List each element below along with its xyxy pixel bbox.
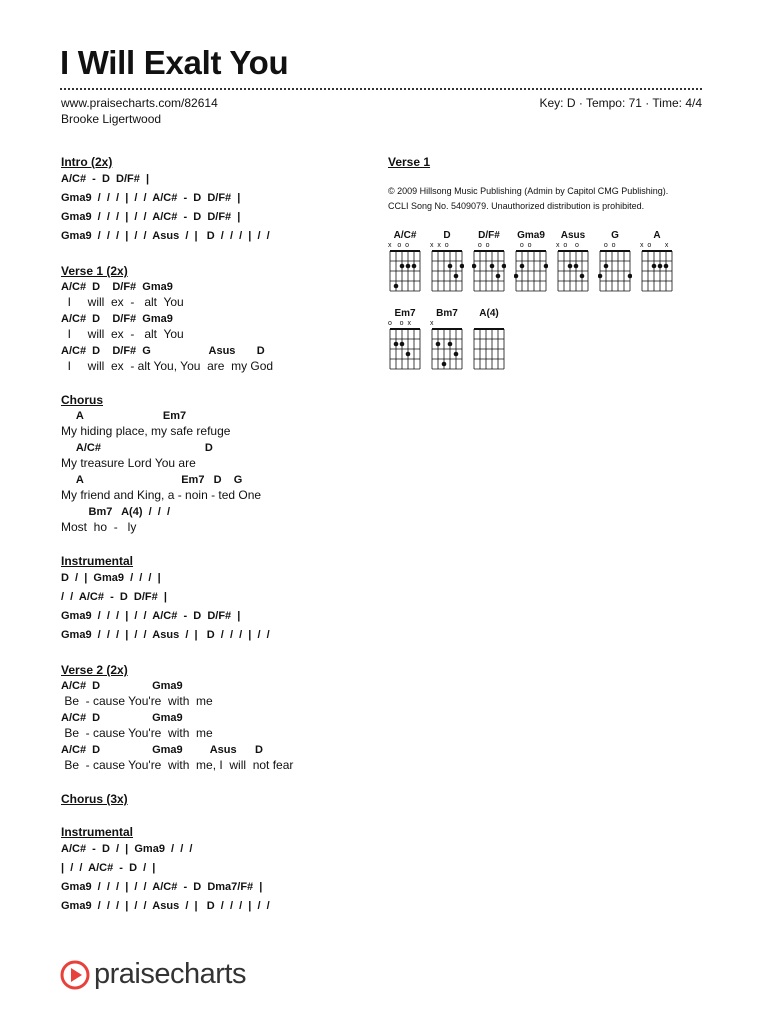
finger-dot: [472, 264, 476, 269]
chord-diagram: [430, 230, 464, 308]
finger-dot: [406, 352, 411, 357]
lyric-line: Most ho - ly: [61, 520, 137, 534]
chord-diagram: [514, 230, 548, 308]
copyright-text: [388, 184, 708, 214]
finger-dot: [454, 352, 459, 357]
section-title: Chorus: [61, 393, 103, 407]
chord-diagram-name: D: [443, 230, 451, 241]
section: [61, 154, 381, 246]
lyric-line: I will ex - alt You: [61, 327, 184, 341]
chord-diagram: [556, 230, 590, 308]
string-markers: [472, 320, 506, 328]
chord-line: Gma9 / / / | / / A/C# - D D/F# |: [61, 192, 241, 204]
finger-dot: [454, 274, 459, 279]
finger-dot: [412, 264, 417, 269]
lyric-line: Be - cause You're with me, I will not fear: [61, 758, 294, 772]
chord-diagram: [472, 230, 506, 308]
chord-diagram-row: [388, 308, 708, 386]
chord-diagram: [472, 308, 506, 386]
chord-diagram-name: A/C#: [393, 230, 417, 241]
section: [61, 791, 381, 807]
fretboard-grid: [556, 250, 590, 294]
ccli-line: CCLI Song No. 5409079. Unauthorized distribution is prohibited.: [388, 201, 645, 211]
string-markers: o o: [472, 242, 490, 249]
chord-line: A/C# - D D/F# |: [61, 173, 150, 185]
string-markers: o o x: [388, 320, 411, 327]
fretboard-grid: [430, 250, 464, 294]
chord-diagram-name: Bm7: [436, 308, 458, 319]
section-title: Instrumental: [61, 554, 134, 568]
lyric-line: Be - cause You're with me: [61, 694, 213, 708]
fretboard-grid: [640, 250, 674, 294]
section: [61, 392, 381, 536]
finger-dot: [448, 264, 453, 269]
finger-dot: [580, 274, 585, 279]
section: [61, 263, 381, 375]
chord-diagram-name: A: [653, 230, 661, 241]
logo-text: praisecharts: [94, 958, 246, 990]
fretboard-grid: [388, 328, 422, 372]
string-markers: x x o: [430, 242, 449, 249]
finger-dot: [568, 264, 573, 269]
chord-diagram-name: D/F#: [478, 230, 500, 241]
chord-diagram-name: Asus: [560, 230, 586, 241]
chord-line: A/C# D D/F# Gma9: [61, 313, 173, 325]
chord-line: | / / A/C# - D / |: [61, 862, 156, 874]
artist-name: Brooke Ligertwood: [61, 112, 162, 126]
song-title: I Will Exalt You: [60, 44, 289, 81]
finger-dot: [502, 264, 506, 269]
finger-dot: [514, 274, 518, 279]
chord-diagram: [388, 308, 422, 386]
chord-line: A/C# D Gma9: [61, 680, 183, 692]
finger-dot: [448, 342, 453, 347]
right-section-title: Verse 1: [388, 155, 431, 169]
finger-dot: [436, 342, 441, 347]
section-title: Verse 2 (2x): [61, 663, 128, 677]
chord-line: A/C# - D / | Gma9 / / /: [61, 843, 193, 855]
chord-line: A/C# D: [61, 442, 213, 454]
finger-dot: [628, 274, 632, 279]
right-column: [388, 154, 708, 386]
finger-dot: [604, 264, 609, 269]
song-url[interactable]: www.praisecharts.com/82614: [61, 96, 218, 110]
chord-line: A/C# D Gma9: [61, 712, 183, 724]
finger-dot: [394, 284, 399, 289]
chord-line: / / A/C# - D D/F# |: [61, 591, 167, 603]
chord-diagram: [430, 308, 464, 386]
fretboard-grid: [472, 250, 506, 294]
fretboard-grid: [430, 328, 464, 372]
chord-line: Bm7 A(4) / / /: [61, 506, 171, 518]
finger-dot: [664, 264, 669, 269]
chord-line: Gma9 / / / | / / Asus / | D / / / | / /: [61, 900, 270, 912]
chord-diagram: [598, 230, 632, 308]
finger-dot: [442, 362, 447, 367]
finger-dot: [490, 264, 495, 269]
section-title: Instrumental: [61, 825, 134, 839]
fretboard-grid: [598, 250, 632, 294]
chord-diagram-name: G: [611, 230, 619, 241]
lyric-line: I will ex - alt You, You are my God: [61, 359, 274, 373]
chord-line: A/C# D D/F# Gma9: [61, 281, 173, 293]
finger-dot: [652, 264, 657, 269]
chord-line: Gma9 / / / | / / A/C# - D D/F# |: [61, 610, 241, 622]
chord-diagram-name: Gma9: [517, 230, 545, 241]
finger-dot: [658, 264, 663, 269]
chord-diagram: [388, 230, 422, 308]
chord-line: D / | Gma9 / / / |: [61, 572, 161, 584]
string-markers: o o: [514, 242, 532, 249]
section-title: Verse 1 (2x): [61, 264, 128, 278]
string-markers: x o x: [640, 242, 669, 249]
finger-dot: [574, 264, 579, 269]
finger-dot: [520, 264, 525, 269]
chord-diagram-name: Em7: [394, 308, 416, 319]
finger-dot: [406, 264, 411, 269]
lyric-line: My friend and King, a - noin - ted One: [61, 488, 262, 502]
lyric-line: Be - cause You're with me: [61, 726, 213, 740]
finger-dot: [394, 342, 399, 347]
fretboard-grid: [514, 250, 548, 294]
section-title: Intro (2x): [61, 155, 113, 169]
chord-line: Gma9 / / / | / / Asus / | D / / / | / /: [61, 629, 270, 641]
lyric-line: My treasure Lord You are: [61, 456, 196, 470]
play-logo-icon: [60, 960, 90, 990]
chord-diagram: [640, 230, 674, 308]
lyric-line: I will ex - alt You: [61, 295, 184, 309]
chord-line: Gma9 / / / | / / Asus / | D / / / | / /: [61, 230, 270, 242]
lyric-line: My hiding place, my safe refuge: [61, 424, 231, 438]
chord-line: A/C# D Gma9 Asus D: [61, 744, 263, 756]
section-title: Chorus (3x): [61, 792, 128, 806]
section: [61, 824, 381, 916]
chord-line: A Em7 D G: [61, 474, 243, 486]
section: [61, 553, 381, 645]
header-divider: [60, 88, 702, 90]
copyright-line: © 2009 Hillsong Music Publishing (Admin by Capitol CMG Publishing).: [388, 186, 669, 196]
finger-dot: [400, 342, 405, 347]
chord-chart-column: [61, 154, 381, 933]
chord-line: A/C# D D/F# G Asus D: [61, 345, 265, 357]
fretboard-grid: [472, 328, 506, 372]
finger-dot: [460, 264, 464, 269]
string-markers: x o o: [556, 242, 579, 249]
finger-dot: [544, 264, 548, 269]
finger-dot: [496, 274, 501, 279]
chord-diagrams: [388, 230, 708, 386]
string-markers: x: [430, 320, 434, 327]
chord-diagram-row: [388, 230, 708, 308]
chord-line: Gma9 / / / | / / A/C# - D Dma7/F# |: [61, 881, 263, 893]
chord-line: A Em7: [61, 410, 187, 422]
finger-dot: [598, 274, 602, 279]
section: [61, 662, 381, 774]
string-markers: o o: [598, 242, 616, 249]
chord-diagram-name: A(4): [479, 308, 499, 319]
finger-dot: [400, 264, 405, 269]
praisecharts-logo[interactable]: [60, 958, 246, 991]
fretboard-grid: [388, 250, 422, 294]
string-markers: x o o: [388, 242, 410, 249]
song-meta: Key: D · Tempo: 71 · Time: 4/4: [539, 96, 702, 110]
chord-line: Gma9 / / / | / / A/C# - D D/F# |: [61, 211, 241, 223]
